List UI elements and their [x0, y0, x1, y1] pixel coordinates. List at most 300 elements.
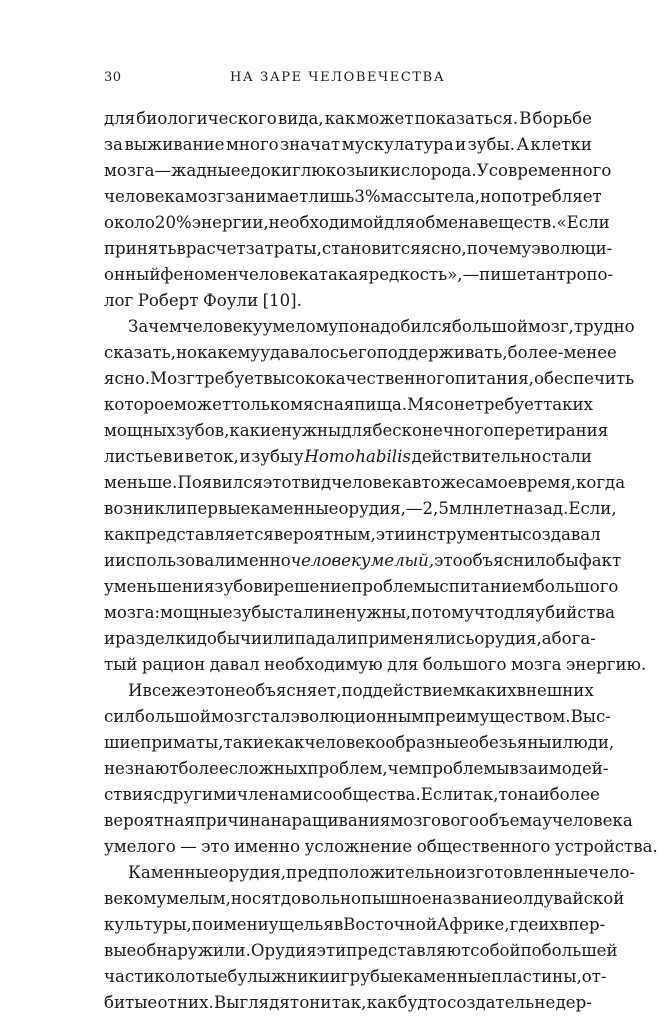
word: и [239, 447, 251, 466]
word: потому [411, 603, 474, 622]
word: обмена [415, 213, 480, 232]
word: орудия, [218, 863, 287, 882]
word: Роберт [137, 291, 199, 310]
word: шие [104, 733, 141, 752]
word: много [225, 135, 279, 154]
word: грубые [340, 967, 404, 986]
word: но [480, 187, 502, 206]
word: как [366, 993, 398, 1012]
word: такие [223, 733, 274, 752]
word: бесконечного [372, 421, 494, 440]
word: и [262, 577, 274, 596]
word: пластины, [491, 967, 582, 986]
word: стали [541, 447, 592, 466]
word: каких [465, 681, 517, 700]
word: имени [212, 915, 269, 934]
word: для [387, 655, 419, 674]
word: стали [274, 603, 325, 622]
word: а [541, 629, 552, 648]
word: ствия [104, 785, 154, 804]
word: Появился [177, 473, 263, 492]
word: массы [380, 187, 436, 206]
word: или [262, 629, 295, 648]
word: добычи [196, 629, 263, 648]
text-line [104, 236, 613, 262]
word: с [153, 785, 163, 804]
word: не [224, 681, 246, 700]
word: предположительно [286, 863, 456, 882]
word: как [324, 109, 356, 128]
text-line [104, 470, 626, 496]
word: Если [420, 785, 464, 804]
text-line [104, 912, 606, 938]
word: проблемы [421, 759, 510, 778]
word: бы [555, 551, 579, 570]
word: становится [321, 239, 421, 258]
word: обезьяны [468, 733, 552, 752]
word: олдувайской [512, 889, 625, 908]
word: меньше. [104, 473, 178, 492]
word: сил [104, 707, 135, 726]
text-line [104, 314, 635, 340]
word: И [128, 681, 143, 700]
word: падали [294, 629, 358, 648]
word: это [201, 837, 230, 856]
word: проблемы [351, 577, 440, 596]
text-line [104, 678, 592, 704]
word: его [348, 343, 377, 362]
word: показаться. [414, 109, 519, 128]
word: именно [224, 551, 291, 570]
word: инструменты [405, 525, 523, 544]
word: когда [575, 473, 626, 492]
text-line [104, 496, 617, 522]
word: Каменные [128, 863, 219, 882]
word: общественного [416, 837, 551, 856]
word: для [384, 213, 416, 232]
word: Мозг [150, 369, 195, 388]
word: А [516, 135, 530, 154]
word: habilis [355, 447, 411, 466]
text-line [104, 964, 607, 990]
word: булыжники [227, 967, 330, 986]
word: необходимой [268, 213, 385, 232]
word: ясно, [420, 239, 467, 258]
text-line [104, 522, 601, 548]
word: обнаружили. [136, 941, 251, 960]
word: чело- [588, 863, 636, 882]
word: самое [465, 473, 518, 492]
word: но [176, 343, 198, 362]
word: У [476, 161, 489, 180]
text-line [104, 210, 610, 236]
text-line [104, 548, 622, 574]
text-line [104, 834, 658, 860]
word: вероятным, [273, 525, 376, 544]
word: и [329, 967, 341, 986]
text-line [104, 990, 592, 1016]
text-line [104, 262, 614, 288]
word: «Если [556, 213, 610, 232]
word: приматы, [140, 733, 224, 752]
text-line [104, 626, 596, 652]
word: нужны, [345, 603, 412, 622]
word: онный [104, 265, 161, 284]
word: глюкозы [292, 161, 369, 180]
word: мясная [290, 395, 355, 414]
word: 3% [354, 187, 381, 206]
word: для [104, 109, 136, 128]
word: веток, [184, 447, 239, 466]
word: сообщества. [313, 785, 421, 804]
word: значат [280, 135, 341, 154]
word: то [421, 473, 441, 492]
word: расчет [185, 239, 246, 258]
word: разделки [115, 629, 197, 648]
word: такая [318, 265, 369, 284]
word: мускулатура [341, 135, 454, 154]
word: изготовленные [455, 863, 589, 882]
word: зубов [214, 577, 263, 596]
word: обеспечить [533, 369, 635, 388]
word: необходимую [264, 655, 383, 674]
word: время, [517, 473, 576, 492]
word: пища. [354, 395, 408, 414]
word: питанием [448, 577, 535, 596]
word: колотые [154, 967, 228, 986]
word: почему [466, 239, 532, 258]
word: удавалось [260, 343, 349, 362]
word: зубы [251, 447, 294, 466]
text-line [104, 574, 619, 600]
word: умелым, [156, 889, 231, 908]
word: человек [290, 551, 361, 570]
word: большей [541, 941, 618, 960]
word: человека [104, 187, 185, 206]
word: довольно [280, 889, 362, 908]
word: мозгового [390, 811, 480, 830]
word: взаимодей- [509, 759, 609, 778]
word: затраты, [245, 239, 322, 258]
word: для [341, 421, 373, 440]
word: Африке, [436, 915, 510, 934]
word: орудия, [474, 629, 542, 648]
word: назад. [512, 499, 569, 518]
word: в [333, 915, 344, 934]
word: них. [177, 993, 214, 1012]
word: как [197, 343, 228, 362]
text-line [104, 704, 611, 730]
text-line [104, 600, 615, 626]
word: бога- [551, 629, 596, 648]
text-line [104, 418, 609, 444]
word: культуры, [104, 915, 192, 934]
word: человекообразные [304, 733, 469, 752]
word: использовал [115, 551, 225, 570]
word: эти [316, 941, 347, 960]
word: ясно. [104, 369, 151, 388]
word: не [104, 759, 125, 778]
word: и [455, 135, 467, 154]
word: и [104, 629, 116, 648]
word: тый [104, 655, 138, 674]
word: не [324, 603, 346, 622]
word: носят [230, 889, 281, 908]
word: зубов, [175, 421, 230, 440]
word: первые [186, 499, 251, 518]
word: где [509, 915, 539, 934]
text-line [104, 730, 615, 756]
word: В [519, 109, 532, 128]
word: по [520, 941, 542, 960]
word: современного [488, 161, 612, 180]
word: это [196, 681, 225, 700]
word: и [368, 161, 380, 180]
word: убийства [535, 603, 615, 622]
word: кислорода. [379, 161, 477, 180]
word: сложных [228, 759, 308, 778]
word: как [104, 525, 135, 544]
word: за [104, 135, 123, 154]
word: Восточной [343, 915, 437, 934]
word: умелому [262, 317, 339, 336]
word: умелый, [360, 551, 435, 570]
word: Если, [568, 499, 617, 518]
word: объяснило [462, 551, 556, 570]
word: уменьшения [104, 577, 215, 596]
word: их [538, 915, 559, 934]
word: которое [104, 395, 174, 414]
word: млн [448, 499, 484, 518]
word: едоки [240, 161, 293, 180]
word: решение [273, 577, 352, 596]
word: каменные [403, 967, 492, 986]
word: занимает [225, 187, 309, 206]
word: стал [251, 707, 291, 726]
word: мозг [184, 187, 226, 206]
text-line [104, 106, 592, 132]
word: человека [331, 473, 413, 492]
text-line [104, 392, 592, 418]
word: тела, [435, 187, 480, 206]
word: требует [194, 369, 264, 388]
word: нужны [280, 421, 342, 440]
text-line [104, 756, 609, 782]
word: все [142, 681, 171, 700]
word: от- [581, 967, 607, 986]
word: эволюци- [531, 239, 613, 258]
text-line [104, 808, 633, 834]
text-line [104, 340, 617, 366]
word: клетки [530, 135, 592, 154]
word: борьбе [532, 109, 592, 128]
word: не [534, 993, 556, 1012]
word: внешних [516, 681, 594, 700]
word: чем [387, 759, 422, 778]
word: у [293, 447, 304, 466]
text-line [104, 158, 612, 184]
word: человеку [181, 317, 263, 336]
word: объема [479, 811, 543, 830]
word: и [551, 733, 563, 752]
text-line [104, 184, 602, 210]
word: же [440, 473, 466, 492]
word: пышное [361, 889, 432, 908]
word: рацион [141, 655, 206, 674]
word: усложнение [304, 837, 413, 856]
word: лог [104, 291, 134, 310]
word: жадные [171, 161, 241, 180]
word: от [157, 993, 177, 1012]
word: устройства. [554, 837, 658, 856]
word: так, [331, 993, 367, 1012]
word: высококачественного [263, 369, 455, 388]
word: эти [375, 525, 406, 544]
word: поддерживать, [376, 343, 508, 362]
word: действительно [411, 447, 542, 466]
word: умелого [104, 837, 176, 856]
word: около [104, 213, 155, 232]
word: веком [104, 889, 157, 908]
word: знают [124, 759, 179, 778]
word: это [434, 551, 463, 570]
word: создатель [447, 993, 535, 1012]
word: энергии, [191, 213, 269, 232]
word: представляется [134, 525, 274, 544]
text-line [104, 886, 625, 912]
word: трудно [573, 317, 635, 336]
word: по [191, 915, 213, 934]
word: впер- [558, 915, 606, 934]
text-line [104, 444, 592, 470]
word: мощные [160, 603, 233, 622]
word: — [154, 161, 172, 180]
text-line [104, 860, 636, 886]
word: антропо- [535, 265, 614, 284]
word: питания, [454, 369, 534, 388]
text-line [104, 938, 618, 964]
word: дер- [555, 993, 592, 1012]
word: перетирания [493, 421, 609, 440]
word: энергию. [565, 655, 647, 674]
word: пишет [479, 265, 536, 284]
word: Выс- [570, 707, 611, 726]
word: листьев [104, 447, 173, 466]
word: наиболее [517, 785, 600, 804]
word: орудия, [338, 499, 406, 518]
word: большого [534, 577, 619, 596]
word: может [173, 395, 232, 414]
word: Зачем [128, 317, 182, 336]
text-line [104, 652, 647, 678]
word: и [172, 447, 185, 466]
word: в [176, 239, 186, 258]
word: представляют [346, 941, 471, 960]
word: выживание [124, 135, 225, 154]
running-head: НА ЗАРЕ ЧЕЛОВЕЧЕСТВА [230, 70, 446, 85]
word: другими [162, 785, 237, 804]
word: потребляет [501, 187, 602, 206]
word: лет [483, 499, 513, 518]
text-line [104, 132, 592, 158]
word: Орудия [250, 941, 317, 960]
word: возникли [104, 499, 187, 518]
word: ущелья [268, 915, 334, 934]
word: зубы. [467, 135, 515, 154]
word: человека [238, 265, 319, 284]
word: битые [104, 993, 158, 1012]
word: собой [470, 941, 521, 960]
word: ему [227, 343, 261, 362]
word: [10]. [262, 291, 302, 310]
word: мозга: [104, 603, 161, 622]
word: объясняет, [245, 681, 342, 700]
word: Homo [304, 447, 355, 466]
word: — [405, 499, 423, 518]
word: феномен [160, 265, 239, 284]
word: может [356, 109, 414, 128]
word: большого [422, 655, 507, 674]
body-text [104, 106, 658, 1016]
word: мозг [210, 707, 252, 726]
word: сказать, [104, 343, 176, 362]
word: наращивания [270, 811, 391, 830]
word: 2,5 [422, 499, 449, 518]
word: большой [134, 707, 211, 726]
word: факт [578, 551, 622, 570]
word: этот [262, 473, 301, 492]
word: же [170, 681, 197, 700]
text-line [104, 288, 592, 314]
word: для [504, 603, 536, 622]
word: членами [236, 785, 314, 804]
word: только [231, 395, 291, 414]
word: проблем, [307, 759, 388, 778]
word: таких [543, 395, 593, 414]
word: зубы [232, 603, 275, 622]
word: более-менее [507, 343, 617, 362]
word: причина [194, 811, 271, 830]
word: применялись [357, 629, 475, 648]
page-number: 30 [104, 70, 122, 85]
word: в [412, 473, 422, 492]
text-line [104, 782, 600, 808]
word: человека [551, 811, 633, 830]
word: с [439, 577, 449, 596]
word: — [462, 265, 480, 284]
word: редкость», [368, 265, 463, 284]
word: Выглядят [214, 993, 300, 1012]
word: у [542, 811, 552, 830]
word: — [180, 837, 197, 856]
word: именно [234, 837, 301, 856]
word: Мясо [407, 395, 454, 414]
word: мозга [510, 655, 562, 674]
word: эволюционным [290, 707, 425, 726]
word: будто [397, 993, 447, 1012]
word: они [299, 993, 332, 1012]
word: веществ. [479, 213, 557, 232]
word: мощных [104, 421, 176, 440]
word: преимуществом. [424, 707, 571, 726]
word: части [104, 967, 155, 986]
word: под [341, 681, 373, 700]
word: большой [451, 317, 528, 336]
word: действием [372, 681, 466, 700]
word: лишь [308, 187, 355, 206]
word: какие [229, 421, 281, 440]
word: вероятная [104, 811, 195, 830]
